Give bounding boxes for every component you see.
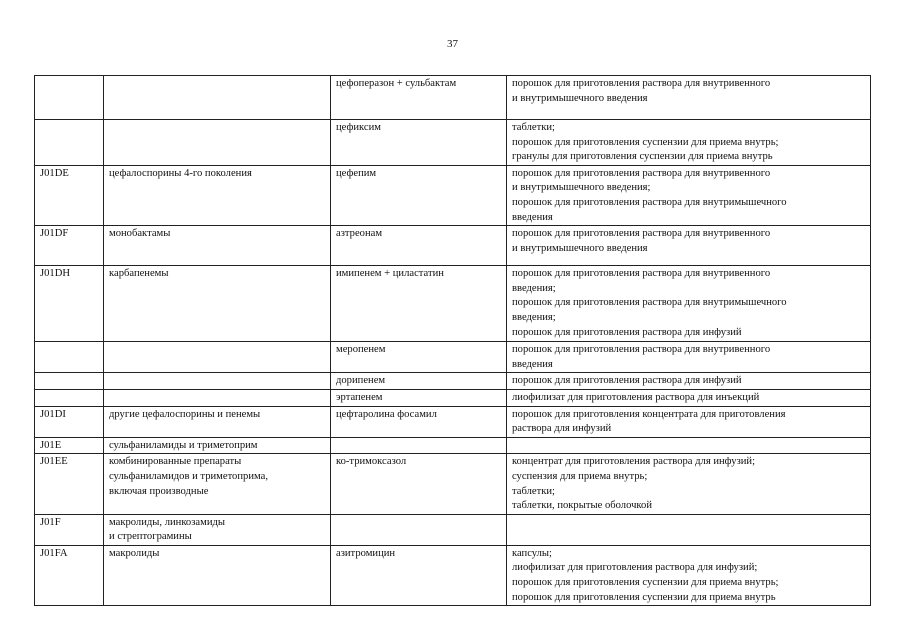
dosage-form-cell: капсулы; лиофилизат для приготовления раствора для инфузий; порошок для приготовления суспензии для приема внутрь; порошок для приготовления суспензии для приема внутрь — [507, 545, 871, 605]
dosage-form-cell — [507, 514, 871, 545]
drug-name-cell: цефиксим — [331, 120, 507, 166]
group-name-cell: цефалоспорины 4-го поколения — [104, 165, 331, 225]
drug-name-cell: цефтаролина фосамил — [331, 406, 507, 437]
atc-code-cell — [35, 342, 104, 373]
dosage-form-cell: порошок для приготовления раствора для внутривенного и внутримышечного введения — [507, 226, 871, 266]
dosage-form-cell: концентрат для приготовления раствора для инфузий; суспензия для приема внутрь; таблетки; таблетки, покрытые оболочкой — [507, 454, 871, 514]
dosage-form-cell: порошок для приготовления раствора для внутривенного введения; порошок для приготовления раствора для внутримышечного введения; порошок для приготовления раствора для инфузий — [507, 266, 871, 342]
group-name-cell — [104, 373, 331, 390]
dosage-form-cell: порошок для приготовления раствора для внутривенного введения — [507, 342, 871, 373]
atc-code-cell: J01DI — [35, 406, 104, 437]
atc-code-cell: J01DF — [35, 226, 104, 266]
atc-code-cell: J01F — [35, 514, 104, 545]
group-name-cell — [104, 76, 331, 120]
drug-name-cell — [331, 514, 507, 545]
drug-table-body — [35, 76, 871, 606]
dosage-form-cell: порошок для приготовления раствора для внутривенного и внутримышечного введения — [507, 76, 871, 120]
drug-name-cell: меропенем — [331, 342, 507, 373]
dosage-form-cell: порошок для приготовления концентрата для приготовления раствора для инфузий — [507, 406, 871, 437]
group-name-cell — [104, 342, 331, 373]
drug-name-cell: цефепим — [331, 165, 507, 225]
group-name-cell: карбапенемы — [104, 266, 331, 342]
dosage-form-cell: порошок для приготовления раствора для внутривенного и внутримышечного введения; порошок для приготовления раствора для внутримышечного введения — [507, 165, 871, 225]
drug-name-cell: ко-тримоксазол — [331, 454, 507, 514]
atc-code-cell: J01FA — [35, 545, 104, 605]
drug-name-cell: цефоперазон + сульбактам — [331, 76, 507, 120]
atc-code-cell — [35, 373, 104, 390]
drug-name-cell: дорипенем — [331, 373, 507, 390]
table-row — [35, 454, 871, 514]
atc-code-cell: J01E — [35, 437, 104, 454]
dosage-form-cell — [507, 437, 871, 454]
table-row — [35, 226, 871, 266]
drug-table — [34, 75, 871, 606]
group-name-cell: другие цефалоспорины и пенемы — [104, 406, 331, 437]
table-row — [35, 165, 871, 225]
table-row — [35, 342, 871, 373]
group-name-cell: макролиды, линкозамиды и стрептограмины — [104, 514, 331, 545]
atc-code-cell: J01EE — [35, 454, 104, 514]
atc-code-cell: J01DH — [35, 266, 104, 342]
group-name-cell: макролиды — [104, 545, 331, 605]
table-row — [35, 266, 871, 342]
group-name-cell: сульфаниламиды и триметоприм — [104, 437, 331, 454]
group-name-cell: монобактамы — [104, 226, 331, 266]
table-row — [35, 514, 871, 545]
drug-name-cell: эртапенем — [331, 389, 507, 406]
drug-name-cell: имипенем + циластатин — [331, 266, 507, 342]
group-name-cell: комбинированные препараты сульфаниламидов и триметоприма, включая производные — [104, 454, 331, 514]
table-row — [35, 389, 871, 406]
table-row — [35, 373, 871, 390]
drug-name-cell — [331, 437, 507, 454]
atc-code-cell — [35, 389, 104, 406]
group-name-cell — [104, 389, 331, 406]
atc-code-cell — [35, 120, 104, 166]
dosage-form-cell: таблетки; порошок для приготовления суспензии для приема внутрь; гранулы для приготовления суспензии для приема внутрь — [507, 120, 871, 166]
table-row — [35, 437, 871, 454]
drug-name-cell: азтреонам — [331, 226, 507, 266]
table-row — [35, 76, 871, 120]
table-row — [35, 545, 871, 605]
table-row — [35, 406, 871, 437]
table-row — [35, 120, 871, 166]
atc-code-cell — [35, 76, 104, 120]
dosage-form-cell: лиофилизат для приготовления раствора для инъекций — [507, 389, 871, 406]
dosage-form-cell: порошок для приготовления раствора для инфузий — [507, 373, 871, 390]
page-number: 37 — [447, 38, 458, 50]
group-name-cell — [104, 120, 331, 166]
atc-code-cell: J01DE — [35, 165, 104, 225]
drug-name-cell: азитромицин — [331, 545, 507, 605]
